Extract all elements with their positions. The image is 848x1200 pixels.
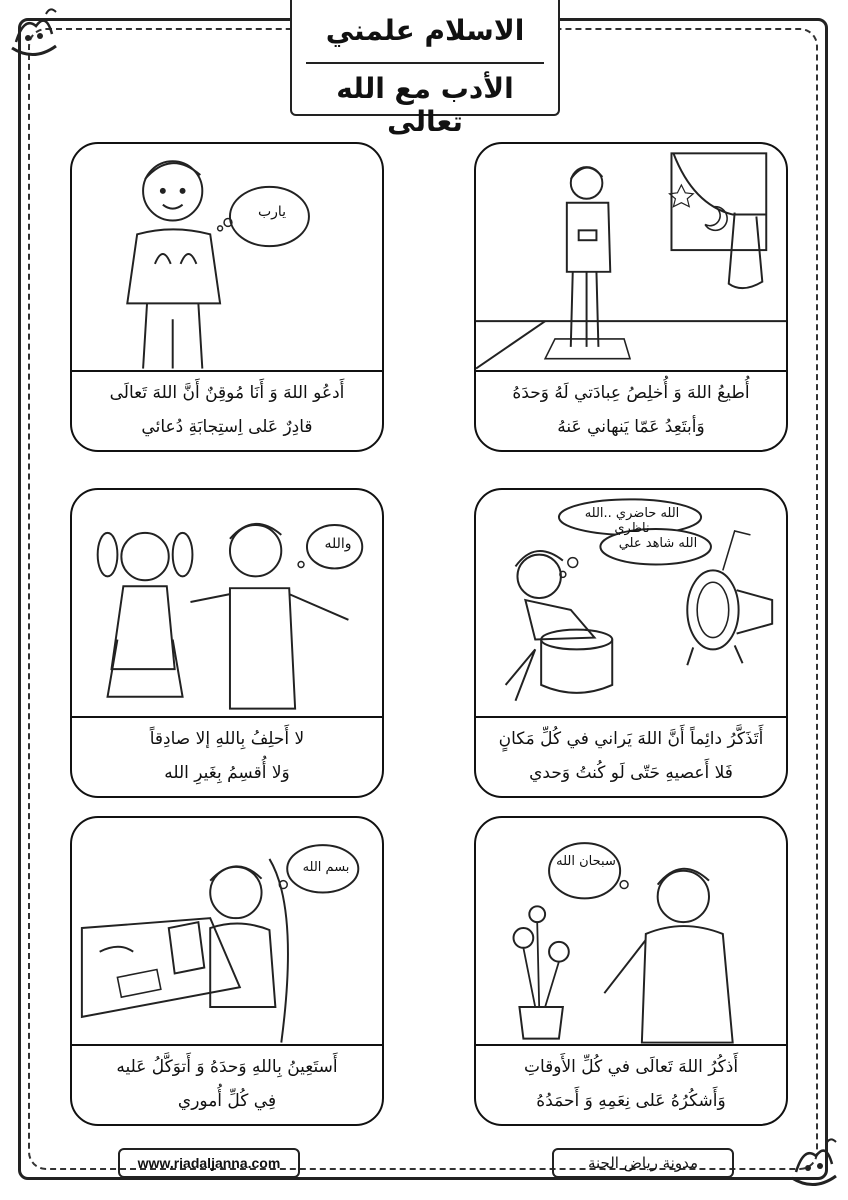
panel-supplication xyxy=(70,142,384,452)
caption-worship xyxy=(486,376,776,446)
caption-oath xyxy=(82,722,372,792)
speech-bubble-text: والله xyxy=(324,536,352,552)
caption-line: قادِرٌ عَلى اِستِجابَةِ دُعائي xyxy=(141,417,313,437)
scene-children-talking xyxy=(72,490,382,718)
thought-bubble-text-1: الله حاضري ..الله ناظري xyxy=(584,506,680,536)
caption-line: وَأَشكُرُهُ عَلى نِعَمِهِ وَ أَحمَدُهُ xyxy=(536,1091,726,1111)
panel-reliance xyxy=(70,816,384,1126)
caption-line: فِي كُلِّ أُموري xyxy=(177,1091,277,1111)
scene-boy-tv xyxy=(476,490,786,718)
scene-boy-praying xyxy=(476,144,786,372)
title-box xyxy=(290,0,560,138)
speech-bubble-text: يارب xyxy=(257,204,287,220)
scene-boy-studying xyxy=(72,818,382,1046)
caption-line: وَلا أُقسِمُ بِغَيرِ الله xyxy=(164,763,290,783)
riad-aljanna-logo-bottom xyxy=(786,1134,842,1194)
caption-line: أَتَذَكَّرُ دائِماً أَنَّ اللهَ يَراني في كُلِّ مَكانٍ xyxy=(498,729,764,749)
caption-line: أَذكُرُ اللهَ تَعالَى في كُلِّ الأَوقاتِ xyxy=(523,1057,739,1077)
speech-bubble-text: سبحان الله xyxy=(556,854,616,869)
caption-supplication xyxy=(82,376,372,446)
caption-line: لا أَحلِفُ بِاللهِ إلا صادِقاً xyxy=(149,729,305,749)
footer-website-link[interactable]: www.riadaljanna.com xyxy=(118,1148,300,1178)
caption-line: وَأبتَعِدُ عَمّا يَنهاني عَنهُ xyxy=(557,417,705,437)
panel-remembrance xyxy=(474,816,788,1126)
caption-line: أُطيعُ اللهَ وَ أُخلِصُ عِبادَتي لَهُ وَحدَهُ xyxy=(512,383,750,403)
thought-bubble-text-2: الله شاهد علي xyxy=(618,536,698,551)
scene-boy-flowers xyxy=(476,818,786,1046)
speech-bubble-text: بسم الله xyxy=(302,860,350,875)
footer-blog-name: مدونة رياض الجنة xyxy=(552,1148,734,1178)
page-title: الاسلام علمني xyxy=(325,14,525,47)
caption-reliance xyxy=(82,1050,372,1120)
caption-line: أَستَعِينُ بِاللهِ وَحدَهُ وَ أَتوَكَّلُ عَليه xyxy=(116,1057,338,1077)
panel-watching xyxy=(474,488,788,798)
panel-worship xyxy=(474,142,788,452)
caption-line: فَلا أَعصيهِ حَتّى لَو كُنتُ وَحدي xyxy=(529,763,733,783)
page-subtitle: الأدب مع الله تعالى xyxy=(306,62,544,138)
panel-oath xyxy=(70,488,384,798)
caption-watching xyxy=(486,722,776,792)
scene-boy-supplicating xyxy=(72,144,382,372)
caption-remembrance xyxy=(486,1050,776,1120)
caption-line: أَدعُو اللهَ وَ أَنَا مُوقِنٌ أَنَّ اللهَ تَعالَى xyxy=(109,383,345,403)
riad-aljanna-logo-top xyxy=(6,4,62,64)
